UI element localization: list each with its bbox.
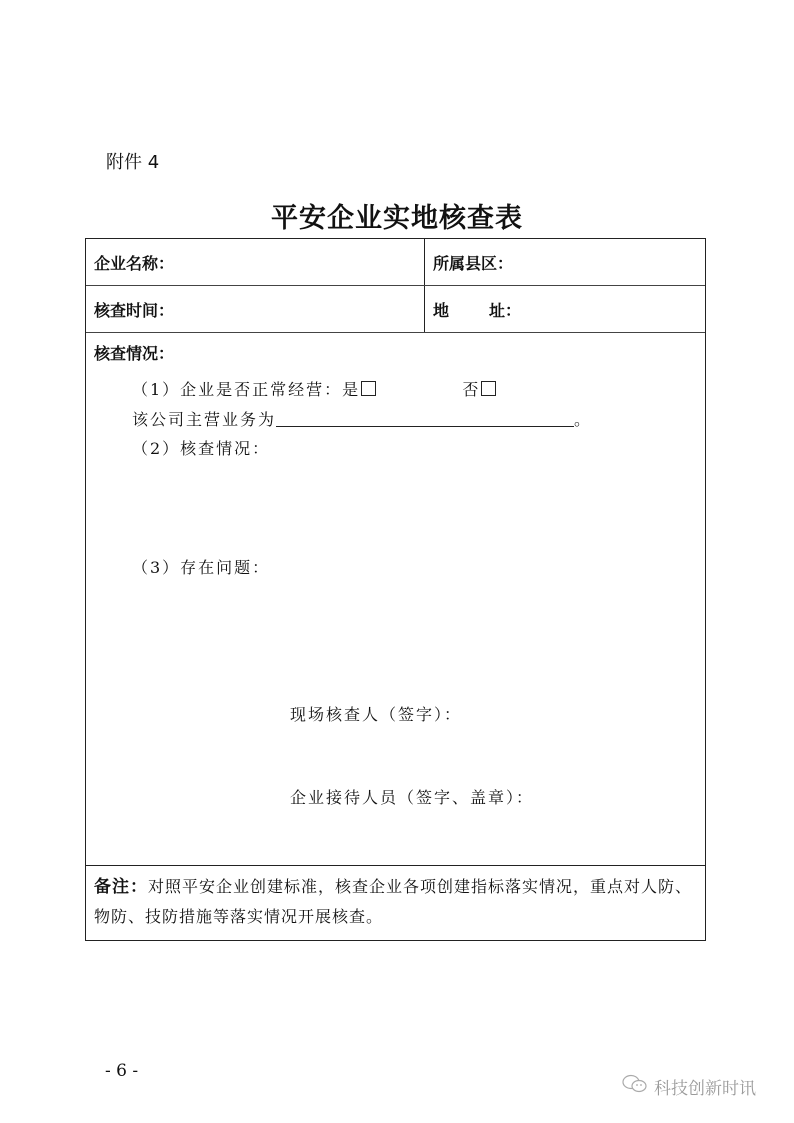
table-row [86,286,705,333]
normal-operation-question [132,377,496,400]
existing-problems-label: （3）存在问题： [132,558,271,577]
remarks-label: 备注： [94,877,148,897]
inspection-details-section [86,333,705,866]
company-name-field[interactable] [86,239,425,285]
remarks-text: 对照平安企业创建标准，核查企业各项创建指标落实情况，重点对人防、物防、技防措施等落实情况开展核查。 [94,877,693,926]
page-number: - 6 - [105,1061,139,1081]
county-district-label: 所属县区： [433,253,514,273]
inspection-situation-label: （2）核查情况： [132,439,271,458]
address-label-b: 址： [489,300,522,320]
period: 。 [574,410,593,429]
watermark-text: 科技创新时讯 [654,1079,756,1099]
company-name-label: 企业名称： [94,253,175,273]
wechat-icon [622,1074,648,1099]
remarks-section [86,866,705,940]
yes-checkbox[interactable] [361,381,376,396]
inspection-time-field[interactable] [86,286,425,332]
company-signature-label: 企业接待人员（签字、盖章）： [290,788,535,807]
inspection-details-heading: 核查情况： [94,344,175,363]
watermark [622,1074,756,1099]
normal-operation-label: （1）企业是否正常经营：是 [132,380,361,399]
table-row [86,239,705,286]
inspector-signature-label: 现场核查人（签字）： [290,705,463,724]
county-district-field[interactable] [425,239,705,285]
inspection-form-table [85,238,706,941]
address-field[interactable] [425,286,705,332]
page-title: 平安企业实地核查表 [271,203,523,234]
inspection-time-label: 核查时间： [94,300,175,320]
main-business-label: 该公司主营业务为 [132,410,277,429]
address-label-a: 地 [433,300,450,320]
main-business-input[interactable] [276,412,574,427]
no-label: 否 [462,380,481,399]
no-checkbox[interactable] [481,381,496,396]
attachment-label: 附件 4 [106,152,160,173]
main-business-line [132,407,592,430]
